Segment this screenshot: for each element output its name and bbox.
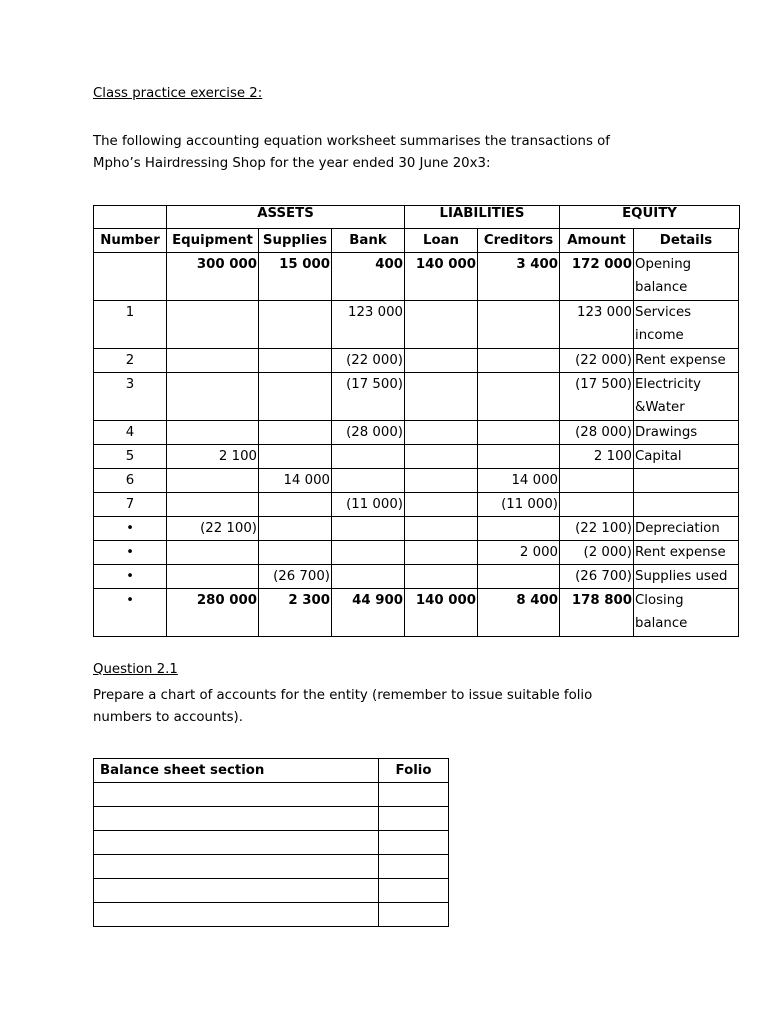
- col-equipment: Equipment: [167, 229, 259, 253]
- cell-creditors: [478, 349, 560, 373]
- group-assets: ASSETS: [167, 206, 405, 229]
- cell-amount: (26 700): [560, 565, 634, 589]
- worksheet-row: [94, 517, 739, 541]
- worksheet-row: [94, 445, 739, 469]
- balance-row: [94, 903, 449, 927]
- cell-bank: (22 000): [332, 349, 405, 373]
- col-supplies: Supplies: [259, 229, 332, 253]
- cell-bank: [332, 517, 405, 541]
- cell-amount: 2 100: [560, 445, 634, 469]
- cell-details: [634, 565, 739, 589]
- cell-supplies: (26 700): [259, 565, 332, 589]
- worksheet-row: [94, 421, 739, 445]
- folio-cell[interactable]: [379, 831, 449, 855]
- cell-equipment: 2 100: [167, 445, 259, 469]
- cell-bank: 123 000: [332, 301, 405, 349]
- cell-bank: 44 900: [332, 589, 405, 637]
- cell-number: 5: [94, 445, 167, 469]
- cell-number: 3: [94, 373, 167, 421]
- worksheet-row: [94, 349, 739, 373]
- question-title: Question 2.1: [93, 662, 178, 677]
- folio-cell[interactable]: [379, 879, 449, 903]
- cell-equipment: 300 000: [167, 253, 259, 301]
- header-blank: [94, 206, 167, 229]
- cell-number: 2: [94, 349, 167, 373]
- worksheet-row: [94, 301, 739, 349]
- question-line-2: numbers to accounts).: [93, 710, 243, 725]
- cell-creditors: 3 400: [478, 253, 560, 301]
- folio-cell[interactable]: [379, 903, 449, 927]
- cell-amount: 123 000: [560, 301, 634, 349]
- worksheet-row: [94, 373, 739, 421]
- cell-number: •: [94, 589, 167, 637]
- cell-bank: [332, 565, 405, 589]
- cell-details: [634, 349, 739, 373]
- cell-bank: [332, 445, 405, 469]
- folio-cell[interactable]: [379, 783, 449, 807]
- balance-cell[interactable]: [94, 855, 379, 879]
- cell-loan: [405, 421, 478, 445]
- cell-amount: 172 000: [560, 253, 634, 301]
- column-header-row: [94, 229, 739, 253]
- details-line-1: Depreciation: [635, 521, 720, 536]
- worksheet-group-header: [93, 205, 740, 229]
- cell-creditors: [478, 301, 560, 349]
- cell-number: [94, 253, 167, 301]
- cell-equipment: [167, 565, 259, 589]
- cell-creditors: 14 000: [478, 469, 560, 493]
- cell-loan: [405, 373, 478, 421]
- balance-cell[interactable]: [94, 807, 379, 831]
- details-line-2: &Water: [635, 400, 685, 415]
- cell-supplies: [259, 541, 332, 565]
- intro-paragraph: [93, 131, 610, 175]
- cell-equipment: (22 100): [167, 517, 259, 541]
- col-loan: Loan: [405, 229, 478, 253]
- cell-loan: [405, 517, 478, 541]
- col-details: Details: [634, 229, 739, 253]
- cell-details: [634, 421, 739, 445]
- balance-row: [94, 879, 449, 903]
- cell-number: 7: [94, 493, 167, 517]
- folio-header: Folio: [379, 759, 449, 783]
- cell-supplies: 14 000: [259, 469, 332, 493]
- details-line-1: Electricity: [635, 377, 702, 392]
- worksheet-table: [93, 228, 739, 637]
- cell-bank: (11 000): [332, 493, 405, 517]
- details-line-1: Closing: [635, 593, 684, 608]
- cell-amount: (2 000): [560, 541, 634, 565]
- cell-supplies: 15 000: [259, 253, 332, 301]
- col-bank: Bank: [332, 229, 405, 253]
- question-text: [93, 685, 592, 729]
- cell-creditors: 2 000: [478, 541, 560, 565]
- folio-cell[interactable]: [379, 807, 449, 831]
- cell-bank: (17 500): [332, 373, 405, 421]
- cell-details: [634, 373, 739, 421]
- worksheet-row: [94, 565, 739, 589]
- cell-creditors: [478, 517, 560, 541]
- cell-equipment: [167, 301, 259, 349]
- cell-equipment: [167, 493, 259, 517]
- cell-loan: 140 000: [405, 589, 478, 637]
- cell-equipment: [167, 469, 259, 493]
- cell-bank: 400: [332, 253, 405, 301]
- cell-supplies: [259, 373, 332, 421]
- col-number: Number: [94, 229, 167, 253]
- cell-amount: (22 100): [560, 517, 634, 541]
- balance-cell[interactable]: [94, 879, 379, 903]
- cell-creditors: (11 000): [478, 493, 560, 517]
- cell-bank: [332, 469, 405, 493]
- cell-details: [634, 589, 739, 637]
- details-line-1: Supplies used: [635, 569, 728, 584]
- cell-number: 4: [94, 421, 167, 445]
- cell-bank: (28 000): [332, 421, 405, 445]
- cell-loan: [405, 301, 478, 349]
- cell-creditors: [478, 445, 560, 469]
- cell-amount: 178 800: [560, 589, 634, 637]
- cell-number: •: [94, 517, 167, 541]
- details-line-1: Services: [635, 305, 692, 320]
- details-line-1: Drawings: [635, 425, 698, 440]
- details-line-1: Rent expense: [635, 353, 726, 368]
- cell-bank: [332, 541, 405, 565]
- cell-amount: (17 500): [560, 373, 634, 421]
- balance-row: [94, 807, 449, 831]
- cell-amount: [560, 493, 634, 517]
- group-equity: EQUITY: [560, 206, 740, 229]
- cell-loan: [405, 445, 478, 469]
- balance-row: [94, 783, 449, 807]
- details-line-2: income: [635, 328, 684, 343]
- balance-row: [94, 855, 449, 879]
- folio-cell[interactable]: [379, 855, 449, 879]
- cell-supplies: [259, 301, 332, 349]
- worksheet-row: [94, 493, 739, 517]
- balance-cell[interactable]: [94, 783, 379, 807]
- cell-details: [634, 301, 739, 349]
- worksheet-row: [94, 253, 739, 301]
- cell-supplies: [259, 445, 332, 469]
- cell-equipment: [167, 373, 259, 421]
- cell-number: •: [94, 541, 167, 565]
- cell-details: [634, 469, 739, 493]
- balance-row: [94, 831, 449, 855]
- cell-supplies: [259, 421, 332, 445]
- balance-cell[interactable]: [94, 831, 379, 855]
- group-liabilities: LIABILITIES: [405, 206, 560, 229]
- cell-supplies: [259, 349, 332, 373]
- cell-creditors: [478, 421, 560, 445]
- balance-sheet-table: [93, 758, 449, 927]
- intro-line-2: Mpho’s Hairdressing Shop for the year ended 30 June 20x3:: [93, 156, 491, 171]
- cell-amount: (22 000): [560, 349, 634, 373]
- details-line-1: Rent expense: [635, 545, 726, 560]
- details-line-2: balance: [635, 616, 688, 631]
- details-line-2: balance: [635, 280, 688, 295]
- cell-details: [634, 445, 739, 469]
- balance-header-row: [94, 759, 449, 783]
- cell-loan: 140 000: [405, 253, 478, 301]
- cell-number: 1: [94, 301, 167, 349]
- question-line-1: Prepare a chart of accounts for the entity (remember to issue suitable folio: [93, 688, 593, 703]
- cell-amount: (28 000): [560, 421, 634, 445]
- cell-creditors: [478, 565, 560, 589]
- cell-details: [634, 541, 739, 565]
- cell-equipment: [167, 349, 259, 373]
- intro-line-1: The following accounting equation worksheet summarises the transactions of: [93, 134, 610, 149]
- cell-equipment: [167, 541, 259, 565]
- cell-amount: [560, 469, 634, 493]
- cell-details: [634, 493, 739, 517]
- details-line-1: Opening: [635, 257, 692, 272]
- col-creditors: Creditors: [478, 229, 560, 253]
- col-amount: Amount: [560, 229, 634, 253]
- worksheet-row: [94, 469, 739, 493]
- balance-cell[interactable]: [94, 903, 379, 927]
- cell-supplies: 2 300: [259, 589, 332, 637]
- cell-supplies: [259, 517, 332, 541]
- cell-details: [634, 517, 739, 541]
- cell-number: 6: [94, 469, 167, 493]
- cell-creditors: [478, 373, 560, 421]
- cell-creditors: 8 400: [478, 589, 560, 637]
- cell-equipment: [167, 421, 259, 445]
- cell-loan: [405, 565, 478, 589]
- exercise-heading: Class practice exercise 2:: [93, 86, 263, 101]
- cell-loan: [405, 541, 478, 565]
- balance-sheet-section-header: Balance sheet section: [94, 759, 379, 783]
- worksheet-row: [94, 541, 739, 565]
- cell-loan: [405, 493, 478, 517]
- cell-loan: [405, 469, 478, 493]
- cell-details: [634, 253, 739, 301]
- details-line-1: Capital: [635, 449, 682, 464]
- cell-equipment: 280 000: [167, 589, 259, 637]
- cell-loan: [405, 349, 478, 373]
- cell-supplies: [259, 493, 332, 517]
- cell-number: •: [94, 565, 167, 589]
- worksheet-row: [94, 589, 739, 637]
